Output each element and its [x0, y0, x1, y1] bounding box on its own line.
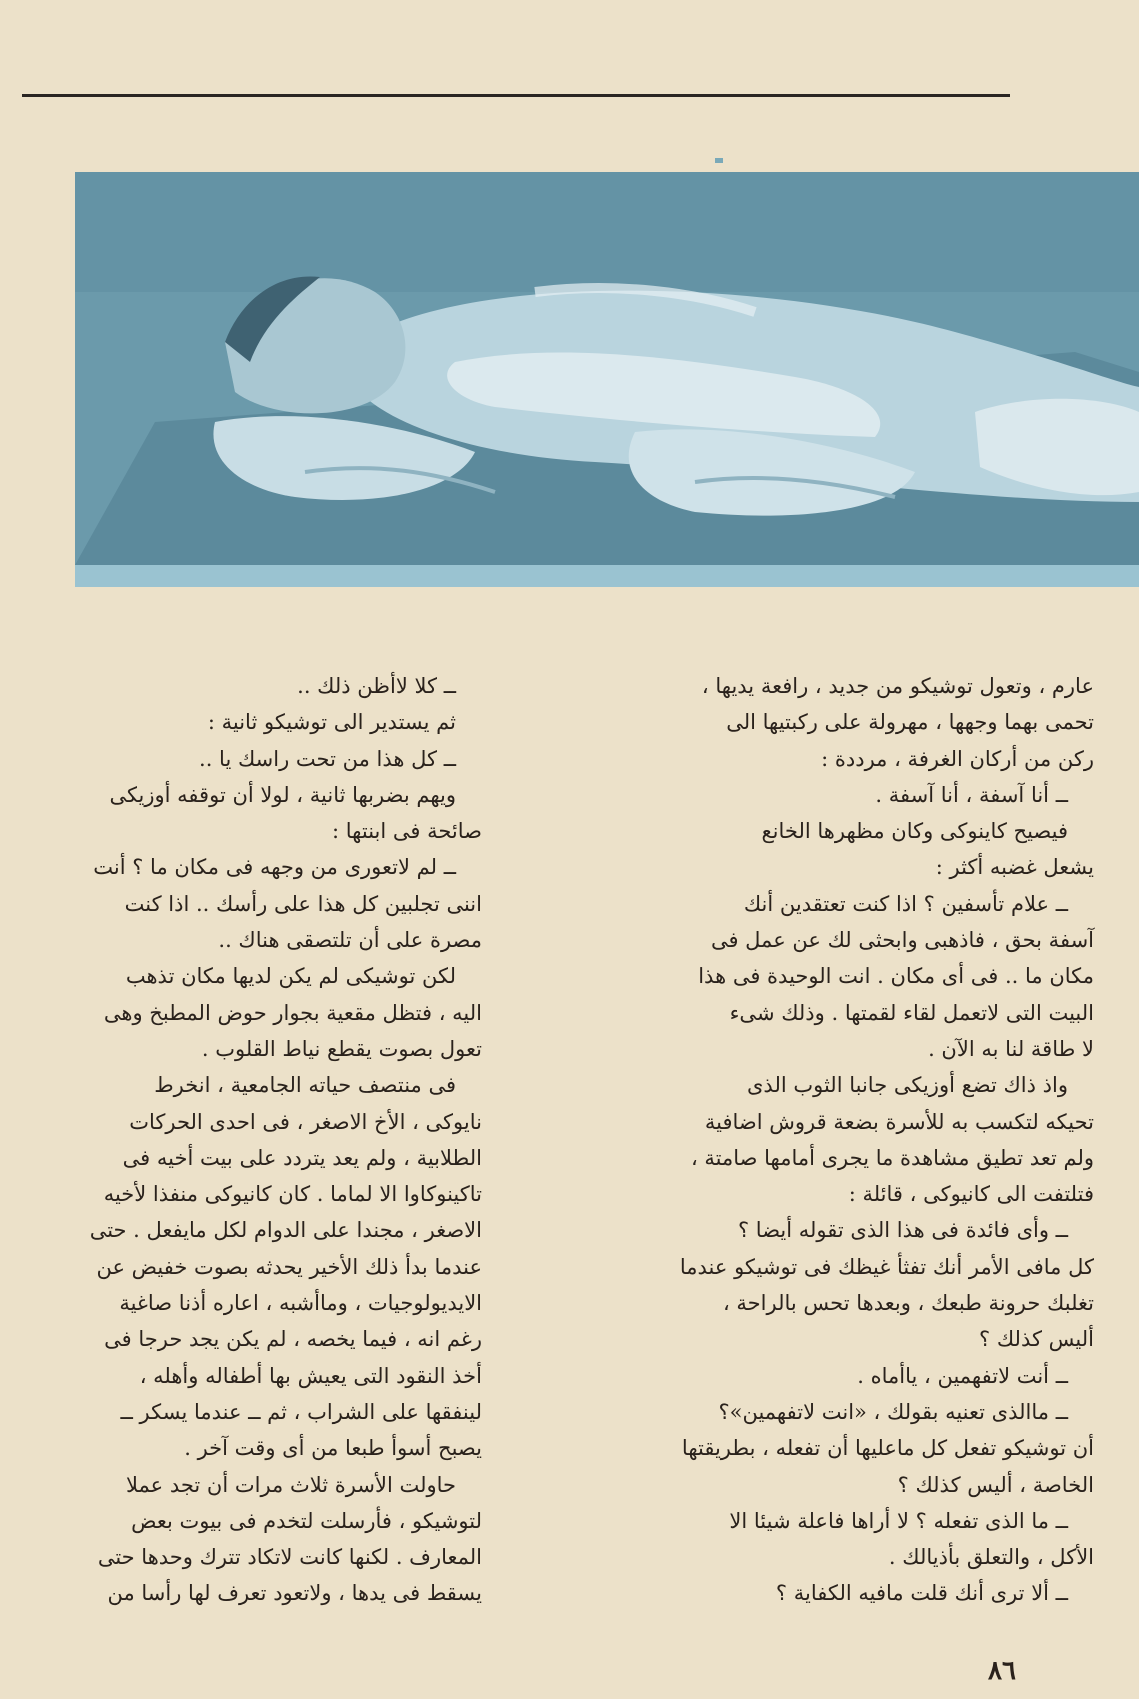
paragraph-line: ثم يستدير الى توشيكو ثانية :	[207, 710, 456, 735]
paragraph-line: الطلابية ، ولم يعد يتردد على بيت أخيه فى	[122, 1145, 482, 1170]
paragraph-line: فى منتصف حياته الجامعية ، انخرط	[154, 1073, 456, 1098]
paragraph-line: ــ ما الذى تفعله ؟ لا أراها فاعلة شيئا الا	[729, 1508, 1068, 1533]
paragraph-line: البيت التى لاتعمل لقاء لقمتها . وذلك شىء	[729, 1000, 1094, 1025]
paragraph-line: ــ لم لاتعورى من وجهه فى مكان ما ؟ أنت	[93, 855, 456, 880]
paragraph-line: ــ كلا لاأظن ذلك ..	[297, 674, 456, 698]
paragraph-line: تغلبك حرونة طبعك ، وبعدها تحس بالراحة ،	[722, 1291, 1094, 1316]
paragraph-line: اننى تجلبين كل هذا على رأسك .. اذا كنت	[124, 891, 482, 916]
paragraph-line: تاكينوكاوا الا لماما . كان كانيوكى منفذا لأخيه	[103, 1182, 482, 1207]
paragraph-line: الأكل ، والتعلق بأذيالك .	[888, 1545, 1094, 1570]
paragraph-line: يسقط فى يدها ، ولاتعود تعرف لها رأسا من	[107, 1581, 482, 1606]
paragraph-line: عارم ، وتعول توشيكو من جديد ، رافعة يديها ،	[701, 674, 1094, 698]
paragraph-line: ــ ألا ترى أنك قلت مافيه الكفاية ؟	[775, 1581, 1068, 1606]
paragraph-line: ــ علام تأسفين ؟ اذا كنت تعتقدين أنك	[743, 891, 1068, 916]
paragraph-line: ولم تعد تطيق مشاهدة ما يجرى أمامها صامتة ،	[690, 1145, 1094, 1170]
paragraph-line: ــ أنت لاتفهمين ، ياأماه .	[857, 1363, 1068, 1388]
paragraph-line: ويهم بضربها ثانية ، لولا أن توقفه أوزيكى	[109, 782, 456, 807]
paragraph-line: صائحة فى ابنتها :	[332, 819, 482, 844]
paragraph-line: رغم انه ، فيما يخصه ، لم يكن يجد حرجا فى	[104, 1327, 482, 1352]
registration-mark	[715, 158, 723, 163]
text-column-left	[24, 668, 482, 1612]
header-rule	[22, 94, 1010, 97]
photo-bottom-strip	[75, 565, 1139, 587]
paragraph-line: فتلتفت الى كانيوكى ، قائلة :	[848, 1182, 1094, 1207]
paragraph-line: فيصيح كاينوكى وكان مظهرها الخانع	[761, 819, 1068, 844]
paragraph-line: أن توشيكو تفعل كل ماعليها أن تفعله ، بطريقتها	[681, 1436, 1094, 1461]
paragraph-line: لكن توشيكى لم يكن لديها مكان تذهب	[125, 964, 456, 989]
photo-illustration	[75, 172, 1139, 565]
paragraph-line: الايديولوجيات ، وماأشبه ، اعاره أذنا صاغية	[119, 1291, 482, 1316]
paragraph-line: ــ أنا آسفة ، أنا آسفة .	[875, 782, 1068, 807]
paragraph-line: تعول بصوت يقطع نياط القلوب .	[201, 1036, 482, 1061]
paragraph-line: ــ وأى فائدة فى هذا الذى تقوله أيضا ؟	[737, 1218, 1068, 1243]
paragraph-line: الخاصة ، أليس كذلك ؟	[897, 1472, 1094, 1497]
photo-figure	[75, 172, 1139, 565]
paragraph-line: لتوشيكو ، فأرسلت لتخدم فى بيوت بعض	[131, 1508, 482, 1533]
paragraph-line: ــ ماالذى تعنيه بقولك ، «انت لاتفهمين»؟	[718, 1399, 1068, 1424]
paragraph-line: تحمى بهما وجهها ، مهرولة على ركبتيها الى	[726, 710, 1094, 735]
paragraph-line: المعارف . لكنها كانت لاتكاد تترك وحدها حتى	[97, 1545, 482, 1570]
paragraph-line: واذ ذاك تضع أوزيكى جانبا الثوب الذى	[746, 1073, 1068, 1098]
paragraph-line: عندما بدأ ذلك الأخير يحدثه بصوت خفيض عن	[96, 1254, 482, 1279]
paragraph-line: الاصغر ، مجندا على الدوام لكل مايفعل . حتى	[89, 1218, 482, 1243]
paragraph-line: كل مافى الأمر أنك تفثأ غيظك فى توشيكو عندما	[679, 1254, 1094, 1279]
paragraph-line: حاولت الأسرة ثلاث مرات أن تجد عملا	[125, 1472, 456, 1497]
paragraph-line: آسفة بحق ، فاذهبى وابحثى لك عن عمل فى	[710, 928, 1094, 953]
paragraph-line: يصبح أسوأ طبعا من أى وقت آخر .	[184, 1436, 482, 1461]
paragraph-line: أخذ النقود التى يعيش بها أطفاله وأهله ،	[139, 1363, 482, 1388]
paragraph-line: يشعل غضبه أكثر :	[935, 855, 1094, 880]
page-number: ٨٦	[988, 1656, 1016, 1686]
paragraph-line: مكان ما .. فى أى مكان . انت الوحيدة فى هذا	[698, 964, 1094, 989]
paragraph-line: مصرة على أن تلتصقى هناك ..	[218, 928, 482, 953]
paragraph-line: ــ كل هذا من تحت راسك يا ..	[199, 746, 456, 771]
paragraph-line: تحيكه لتكسب به للأسرة بضعة قروش اضافية	[704, 1109, 1094, 1134]
paragraph-line: نايوكى ، الأخ الاصغر ، فى احدى الحركات	[129, 1109, 482, 1134]
paragraph-line: أليس كذلك ؟	[979, 1327, 1094, 1352]
paragraph-line: لينفقها على الشراب ، ثم ــ عندما يسكر ــ	[120, 1399, 482, 1424]
paragraph-line: ركن من أركان الغرفة ، مرددة :	[821, 746, 1094, 771]
paragraph-line: لا طاقة لنا به الآن .	[928, 1036, 1094, 1061]
paragraph-line: اليه ، فتظل مقعية بجوار حوض المطبخ وهى	[103, 1000, 482, 1025]
text-column-right	[568, 668, 1094, 1612]
